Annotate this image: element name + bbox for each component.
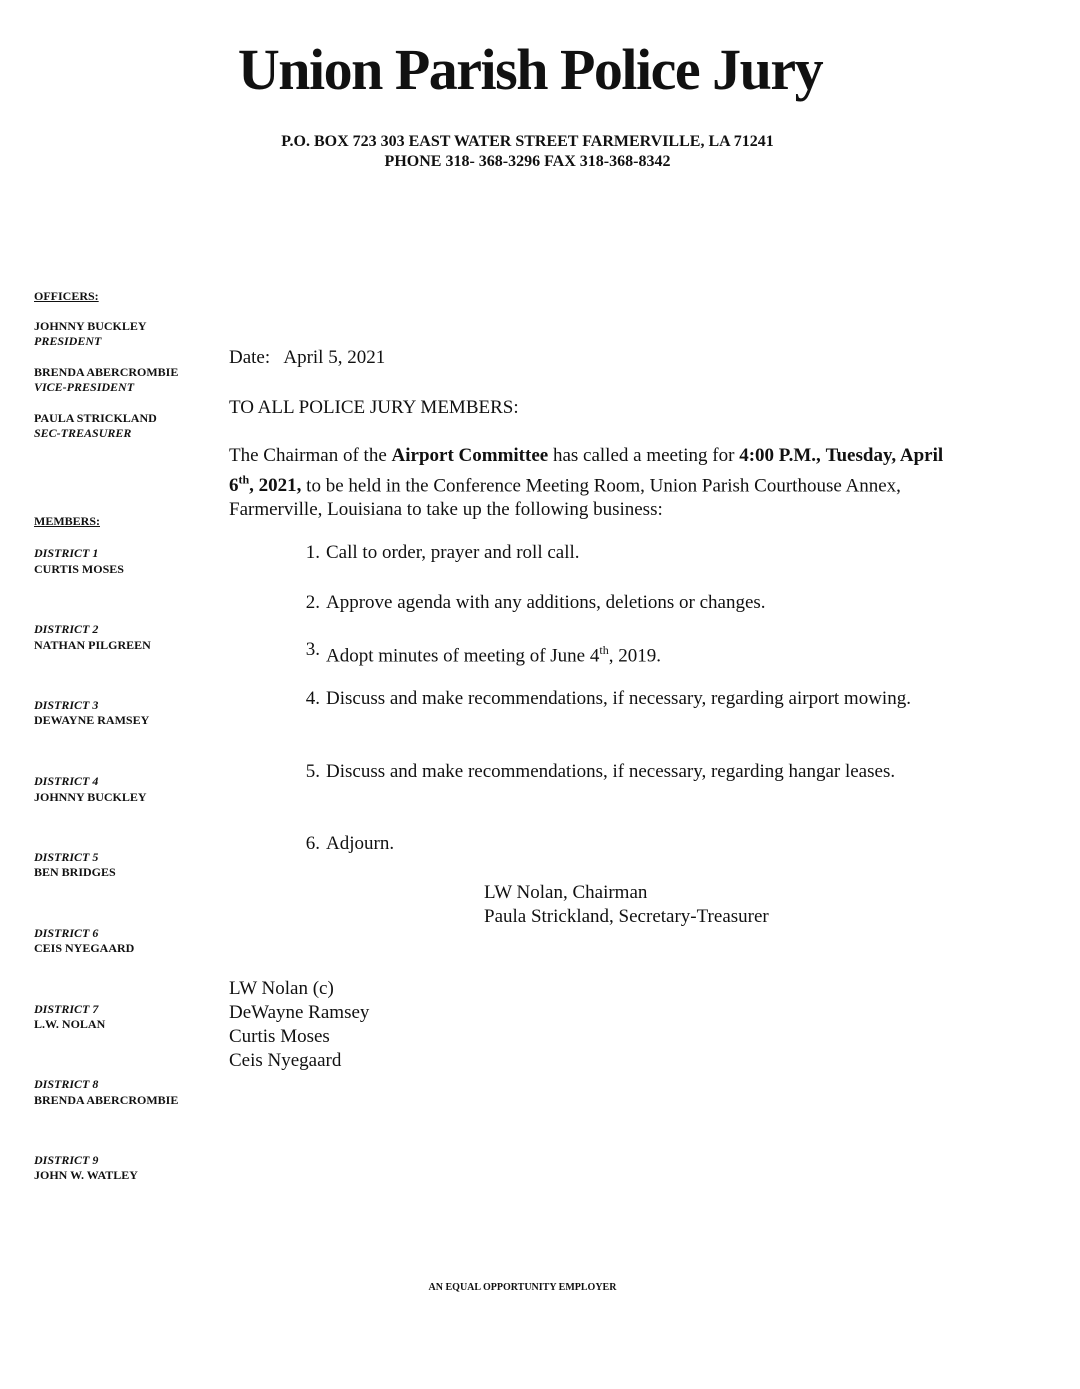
intro-paragraph — [229, 444, 969, 522]
member-name: JOHN W. WATLEY — [34, 1168, 138, 1182]
member-district: DISTRICT 6 — [34, 926, 99, 940]
footer-equal-opportunity: AN EQUAL OPPORTUNITY EMPLOYER — [428, 1282, 617, 1293]
date-value: April 5, 2021 — [283, 347, 386, 368]
member-name: BRENDA ABERCROMBIE — [34, 1093, 179, 1107]
meeting-time: 4:00 P.M., — [739, 445, 821, 466]
agenda-number: 6. — [305, 833, 320, 854]
signature-secretary: Paula Strickland, Secretary-Treasurer — [484, 906, 769, 927]
officer-name: BRENDA ABERCROMBIE — [34, 365, 179, 379]
member-district: DISTRICT 7 — [34, 1002, 99, 1016]
agenda-item: Call to order, prayer and roll call. — [326, 542, 580, 563]
meeting-day-sup: th — [238, 473, 250, 487]
member-district: DISTRICT 4 — [34, 774, 99, 788]
letterhead-title: Union Parish Police Jury — [237, 37, 823, 102]
member-name: JOHNNY BUCKLEY — [34, 790, 147, 804]
member-name: L.W. NOLAN — [34, 1017, 106, 1031]
intro-text: The Chairman of the — [229, 445, 392, 466]
agenda-item: Adjourn. — [326, 833, 395, 854]
member-name: BEN BRIDGES — [34, 865, 116, 879]
letter-date — [229, 346, 385, 370]
cc-name: Curtis Moses — [229, 1026, 330, 1047]
agenda-number: 1. — [305, 542, 320, 563]
officers-heading: OFFICERS: — [34, 289, 99, 303]
member-district: DISTRICT 5 — [34, 850, 99, 864]
committee-name: Airport Committee — [391, 445, 549, 466]
cc-name: DeWayne Ramsey — [229, 1002, 370, 1023]
member-district: DISTRICT 2 — [34, 622, 99, 636]
agenda-number: 4. — [305, 688, 320, 709]
agenda-item: Discuss and make recommendations, if necessary, regarding hangar leases. — [326, 761, 896, 782]
member-name: DEWAYNE RAMSEY — [34, 713, 150, 727]
meeting-year: , 2021, — [249, 475, 302, 497]
member-name: CURTIS MOSES — [34, 562, 124, 576]
letterhead-address: P.O. BOX 723 303 EAST WATER STREET FARMERVILLE, LA 71241 — [281, 133, 774, 150]
officer-name: JOHNNY BUCKLEY — [34, 319, 147, 333]
date-label: Date: — [229, 347, 271, 368]
members-heading: MEMBERS: — [34, 514, 100, 528]
officer-name: PAULA STRICKLAND — [34, 411, 157, 425]
agenda-item — [326, 638, 926, 668]
agenda-number: 3. — [305, 639, 320, 660]
agenda-item: Approve agenda with any additions, deletions or changes. — [326, 592, 766, 613]
agenda-item-sup: th — [599, 643, 609, 657]
intro-text: to be held in the Conference Meeting Room, Union Parish Courthouse Annex, Farmerville, Louisiana to take up the following business: — [229, 475, 901, 521]
member-district: DISTRICT 8 — [34, 1077, 99, 1091]
officer-role: PRESIDENT — [34, 334, 102, 348]
agenda-item: Discuss and make recommendations, if necessary, regarding airport mowing. — [326, 688, 911, 709]
member-name: NATHAN PILGREEN — [34, 638, 151, 652]
cc-name: Ceis Nyegaard — [229, 1050, 342, 1071]
letterhead-phone: PHONE 318- 368-3296 FAX 318-368-8342 — [384, 153, 671, 170]
signature-chairman: LW Nolan, Chairman — [484, 882, 648, 903]
meeting-day-text: Tuesday, April 6 — [229, 445, 944, 497]
member-district: DISTRICT 3 — [34, 698, 99, 712]
agenda-item-text: Adopt minutes of meeting of June 4 — [326, 645, 600, 667]
intro-text: has called a meeting for — [548, 445, 740, 466]
member-district: DISTRICT 1 — [34, 546, 99, 560]
agenda-item-text: , 2019. — [608, 645, 661, 667]
officer-role: VICE-PRESIDENT — [34, 380, 135, 394]
member-name: CEIS NYEGAARD — [34, 941, 135, 955]
agenda-number: 5. — [305, 761, 320, 782]
cc-name: LW Nolan (c) — [229, 978, 334, 999]
member-district: DISTRICT 9 — [34, 1153, 99, 1167]
agenda-number: 2. — [305, 592, 320, 613]
salutation: TO ALL POLICE JURY MEMBERS: — [229, 397, 519, 418]
officer-role: SEC-TREASURER — [34, 426, 132, 440]
